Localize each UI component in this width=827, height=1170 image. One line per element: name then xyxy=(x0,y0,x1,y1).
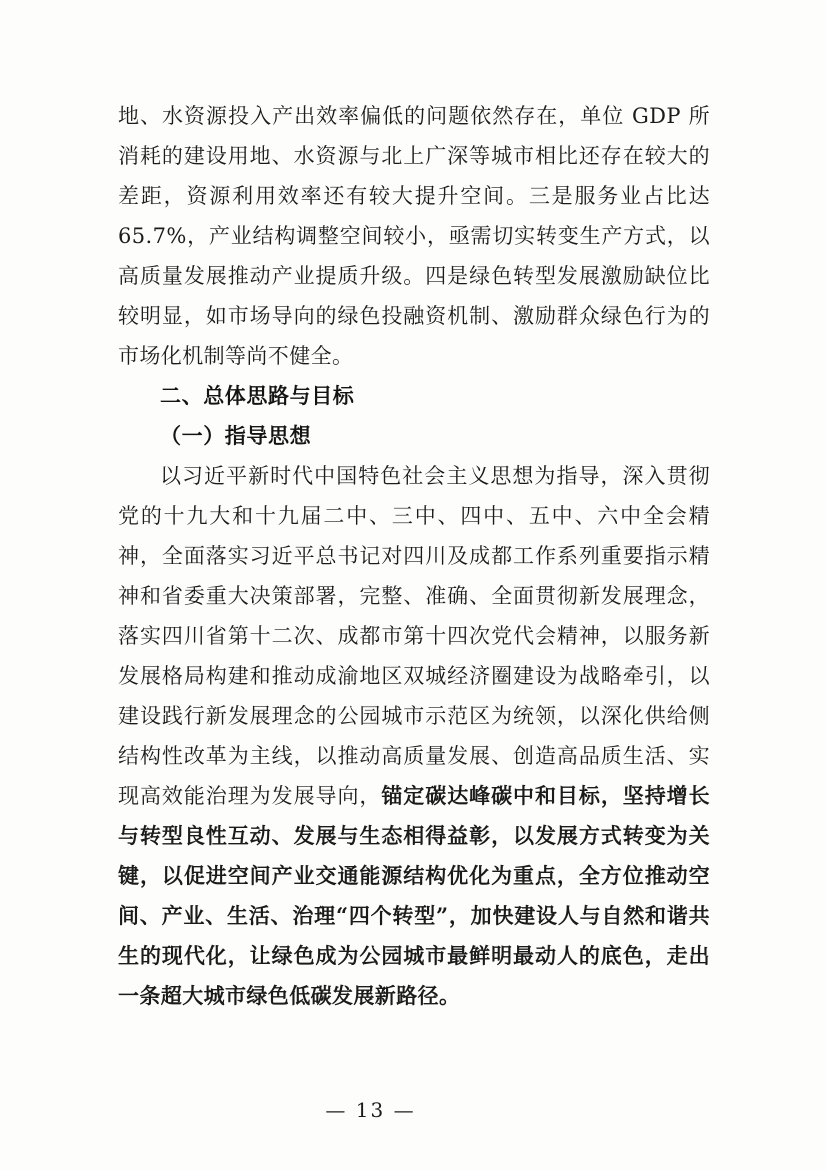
section-heading: 二、总体思路与目标 xyxy=(160,383,355,408)
page-number-footer xyxy=(0,1098,827,1122)
guiding-thought-paragraph xyxy=(118,456,710,1016)
page-number-value: — 13 — xyxy=(325,1098,416,1122)
guiding-thought-bold-run: 锚定碳达峰碳中和目标，坚持增长与转型良性互动、发展与生态相得益彰，以发展方式转变为关键，以促进空间产业交通能源结构优化为重点，全方位推动空间、产业、生活、治理“四个转型”，加快建设人与自然和谐共生的现代化，让绿色成为公园城市最鲜明最动人的底色，走出一条超大城市绿色低碳发展新路径。 xyxy=(118,783,710,1008)
body-paragraph-continued: 地、水资源投入产出效率偏低的问题依然存在，单位 GDP 所消耗的建设用地、水资源与北上广深等城市相比还存在较大的差距，资源利用效率还有较大提升空间。三是服务业占比达 65.7%，产业结构调整空间较小，亟需切实转变生产方式，以高质量发展推动产业提质升级。四是绿色转型发展激励缺位比较明显，如市场导向的绿色投融资机制、激励群众绿色行为的市场化机制等尚不健全。 xyxy=(118,104,710,368)
guiding-thought-normal-run: 以习近平新时代中国特色社会主义思想为指导，深入贯彻党的十九大和十九届二中、三中、四中、五中、六中全会精神，全面落实习近平总书记对四川及成都工作系列重要指示精神和省委重大决策部署，完整、准确、全面贯彻新发展理念，落实四川省第十二次、成都市第十四次党代会精神，以服务新发展格局构建和推动成渝地区双城经济圈建设为战略牵引，以建设践行新发展理念的公园城市示范区为统领，以深化供给侧结构性改革为主线，以推动高质量发展、创造高品质生活、实现高效能治理为发展导向， xyxy=(118,464,710,808)
page-content xyxy=(118,96,710,1016)
subsection-heading: （一）指导思想 xyxy=(160,423,312,448)
